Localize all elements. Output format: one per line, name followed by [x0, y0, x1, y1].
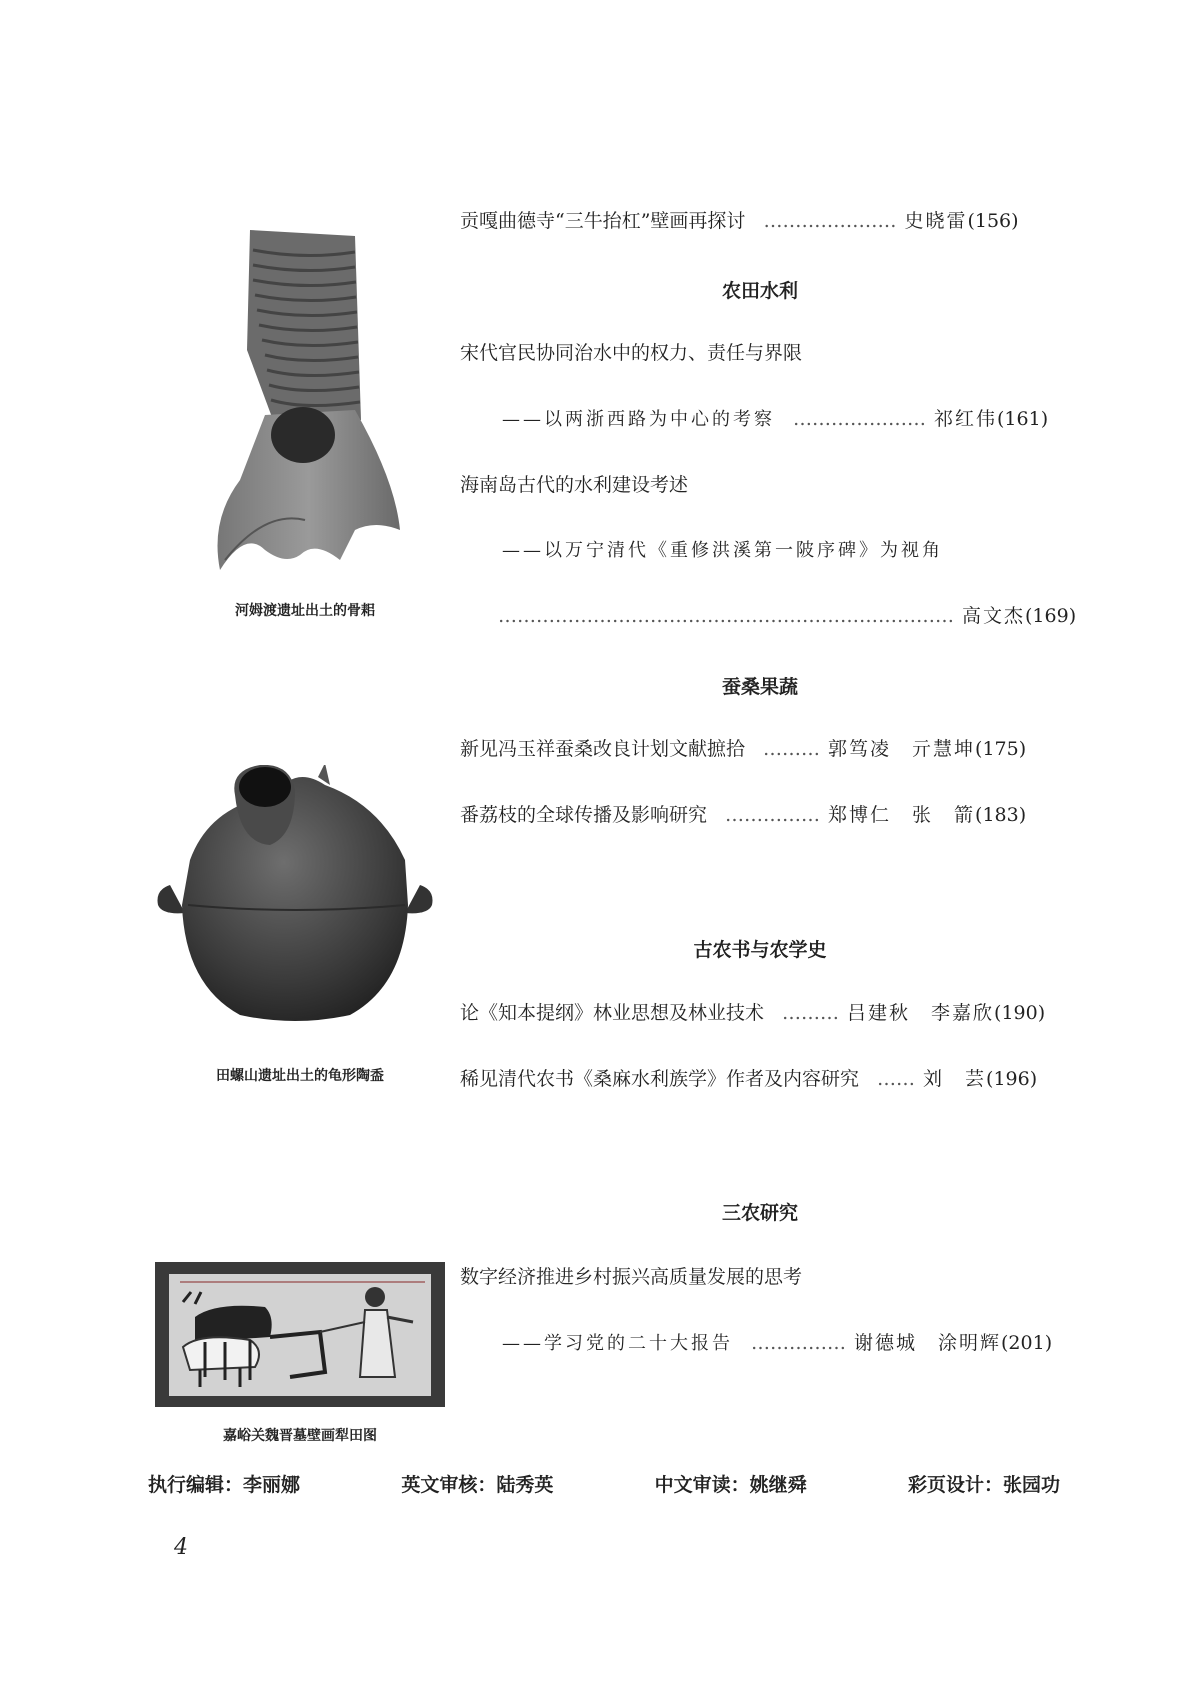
toc-entry-page: (169) — [1025, 605, 1077, 627]
toc-entry-page: (183) — [975, 804, 1027, 826]
toc-entry-page: (190) — [994, 1002, 1046, 1024]
toc-entry-title: 稀见清代农书《桑麻水利族学》作者及内容研究 — [460, 1068, 860, 1090]
toc-entry[interactable] — [460, 736, 1026, 762]
credit-color-design: 彩页设计：张园功 — [907, 1474, 1060, 1496]
toc-entry[interactable] — [502, 406, 1048, 433]
toc-leader-dots: …………… — [751, 1332, 846, 1354]
section-heading: 蚕桑果蔬 — [721, 676, 798, 698]
turtle-shaped-pottery-vessel-icon — [150, 765, 440, 1025]
toc-entry-subtitle: ——学习党的二十大报告 — [502, 1333, 733, 1354]
pottery-vessel-figure — [150, 765, 440, 1025]
toc-entry-title: 番荔枝的全球传播及影响研究 — [460, 804, 708, 826]
page-number: 4 — [174, 1535, 188, 1560]
toc-leader-dots: ……… — [763, 738, 821, 760]
figure-caption: 田螺山遗址出土的龟形陶盉 — [216, 1068, 384, 1084]
toc-entry-subtitle: ——以万宁清代《重修洪溪第一陂序碑》为视角 — [502, 540, 943, 561]
toc-entry-authors: 郭笃凌 亓慧坤 — [828, 738, 976, 760]
section-heading: 农田水利 — [721, 280, 798, 302]
toc-leader-dots: ……… — [782, 1002, 840, 1024]
toc-entry-title: 论《知本提纲》林业思想及林业技术 — [460, 1002, 765, 1024]
figure-caption: 嘉峪关魏晋墓壁画犁田图 — [223, 1428, 377, 1444]
toc-entry[interactable] — [460, 1066, 1037, 1092]
toc-entry-page: (175) — [975, 738, 1027, 760]
toc-entry-title[interactable]: 宋代官民协同治水中的权力、责任与界限 — [460, 342, 803, 364]
editorial-credits — [148, 1470, 1060, 1497]
toc-entry-authors: 谢德城 涂明辉 — [854, 1332, 1002, 1354]
credit-executive-editor: 执行编辑：李丽娜 — [148, 1474, 301, 1496]
toc-entry[interactable] — [498, 603, 1076, 629]
toc-entry-authors: 郑博仁 张 箭 — [828, 804, 976, 826]
toc-entry-authors: 高文杰 — [962, 605, 1026, 627]
section-heading: 古农书与农学史 — [693, 939, 827, 961]
toc-entry[interactable] — [460, 208, 1060, 234]
toc-entry-page: (196) — [986, 1068, 1038, 1090]
toc-entry-title: 新见冯玉祥蚕桑改良计划文献摭拾 — [460, 738, 746, 760]
toc-entry-title: 贡嘎曲德寺“三牛抬杠”壁画再探讨 — [460, 210, 746, 232]
section-heading: 三农研究 — [721, 1202, 798, 1224]
bone-spade-artifact-icon — [205, 230, 405, 575]
credit-chinese-review: 中文审读：姚继舜 — [654, 1474, 807, 1496]
toc-entry-authors: 吕建秋 李嘉欣 — [847, 1002, 995, 1024]
toc-entry-page: (156) — [967, 210, 1019, 232]
toc-leader-dots: ……………………………………………………………… — [498, 605, 954, 627]
toc-entry-subtitle: ——以两浙西路为中心的考察 — [502, 409, 775, 430]
toc-leader-dots: ………………… — [763, 210, 897, 232]
figure-caption: 河姆渡遗址出土的骨耜 — [235, 603, 375, 619]
toc-entry[interactable] — [460, 802, 1026, 828]
toc-entry-authors: 史晓雷 — [904, 210, 968, 232]
toc-leader-dots: …… — [877, 1068, 916, 1090]
toc-entry[interactable] — [460, 1000, 1045, 1026]
bone-spade-figure — [205, 230, 405, 575]
toc-leader-dots: ………………… — [793, 408, 926, 430]
toc-entry-title[interactable]: 海南岛古代的水利建设考述 — [460, 474, 689, 496]
toc-entry-page: (161) — [997, 408, 1049, 430]
toc-entry-title[interactable]: 数字经济推进乡村振兴高质量发展的思考 — [460, 1266, 803, 1288]
ox-plowing-mural-icon — [155, 1262, 445, 1407]
toc-entry-page: (201) — [1001, 1332, 1053, 1354]
toc-entry-authors: 刘 芸 — [923, 1068, 987, 1090]
toc-leader-dots: …………… — [725, 804, 821, 826]
toc-entry-authors: 祁红伟 — [934, 408, 998, 430]
credit-english-review: 英文审核：陆秀英 — [401, 1474, 554, 1496]
mural-figure — [155, 1262, 445, 1407]
toc-entry[interactable] — [502, 1330, 1052, 1357]
